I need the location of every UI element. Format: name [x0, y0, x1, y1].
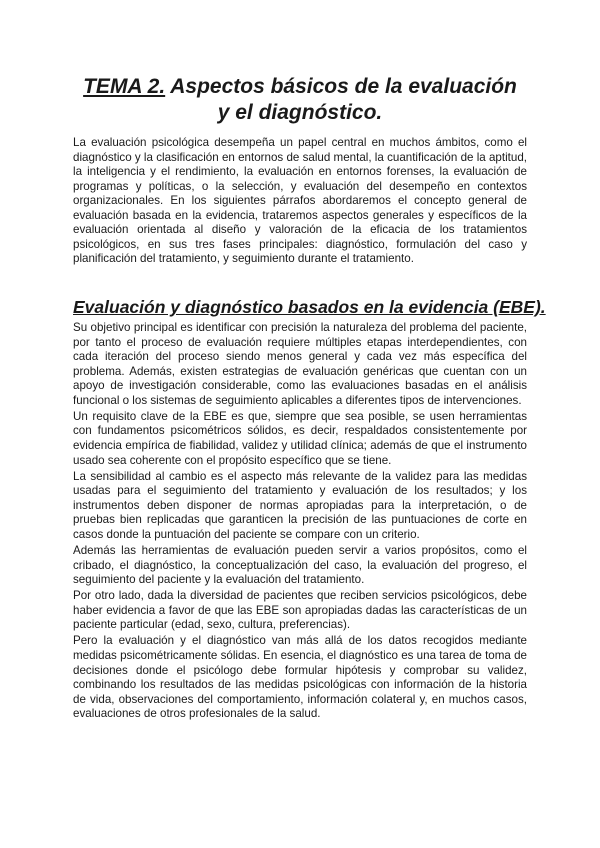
title-text-line-1: Aspectos básicos de la evaluación [165, 75, 517, 98]
title-text-line-2: y el diagnóstico. [217, 101, 383, 124]
paragraph-decision-making: Pero la evaluación y el diagnóstico van más allá de los datos recogidos mediante medidas psicométricamente sólidas. En esencia, el diagnóstico es una tarea de toma de decisiones donde el psicólogo debe formular hipótesis y comprobar su validez, combinando los resultados de las medidas psicológicas con información de la historia de vida, observaciones del comportamiento, información colateral y, en muchos casos, evaluaciones de otros profesionales de la salud. [73, 634, 527, 721]
paragraph-objective: Su objetivo principal es identificar con precisión la naturaleza del problema del paciente, por tanto el proceso de evaluación requiere múltiples etapas interdependientes, con cada iteración del proceso siendo menos general y cada vez más específica del problema. Además, existen estrategias de evaluación genéricas que cuentan con un apoyo de investigación considerable, como las evaluaciones basadas en el análisis funcional o los sistemas de seguimiento aplicables a diferentes tipos de intervenciones. [73, 321, 527, 407]
intro-paragraph: La evaluación psicológica desempeña un papel central en muchos ámbitos, como el diagnóstico y la clasificación en entornos de salud mental, la cuantificación de la aptitud, la inteligencia y el rendimiento, la evaluación en entornos forenses, la evaluación de programas y políticas, o la selección, y evaluación del desempeño en contextos organizacionales. En los siguientes párrafos abordaremos el concepto general de evaluación basada en la evidencia, trataremos aspectos generales y específicos de la evaluación orientada al diseño y valoración de la eficacia de los tratamientos psicológicos, en sus tres fases principales: diagnóstico, formulación del caso y planificación del tratamiento, y seguimiento durante el tratamiento. [73, 136, 527, 266]
paragraph-sensitivity: La sensibilidad al cambio es el aspecto más relevante de la validez para las medidas usadas para el seguimiento del tratamiento y evaluación de los resultados; y los instrumentos deben disponer de normas apropiadas para la interpretación, o de pruebas bien replicadas que garanticen la precisión de las puntuaciones de corte en casos donde la puntuación del paciente se compare con un criterio. [73, 469, 527, 541]
paragraph-requirement: Un requisito clave de la EBE es que, siempre que sea posible, se usen herramientas con fundamentos psicométricos sólidos, es decir, respaldados consistentemente por evidencia empírica de fiabilidad, validez y utilidad clínica; además de que el instrumento usado sea coherente con el propósito específico que se tiene. [73, 409, 527, 467]
paragraph-diversity: Por otro lado, dada la diversidad de pacientes que reciben servicios psicológicos, debe haber evidencia a favor de que las EBE son apropiadas dadas las características de un paciente particular (edad, sexo, cultura, preferencias). [73, 589, 527, 632]
section-body [73, 321, 527, 723]
topic-number: TEMA 2. [83, 75, 166, 98]
document-title [60, 74, 540, 100]
section-heading: Evaluación y diagnóstico basados en la evidencia (EBE). [73, 297, 546, 317]
paragraph-purposes: Además las herramientas de evaluación pueden servir a varios propósitos, como el cribado, el diagnóstico, la conceptualización del caso, la evaluación del progreso, el seguimiento del paciente y la evaluación del tratamiento. [73, 543, 527, 587]
